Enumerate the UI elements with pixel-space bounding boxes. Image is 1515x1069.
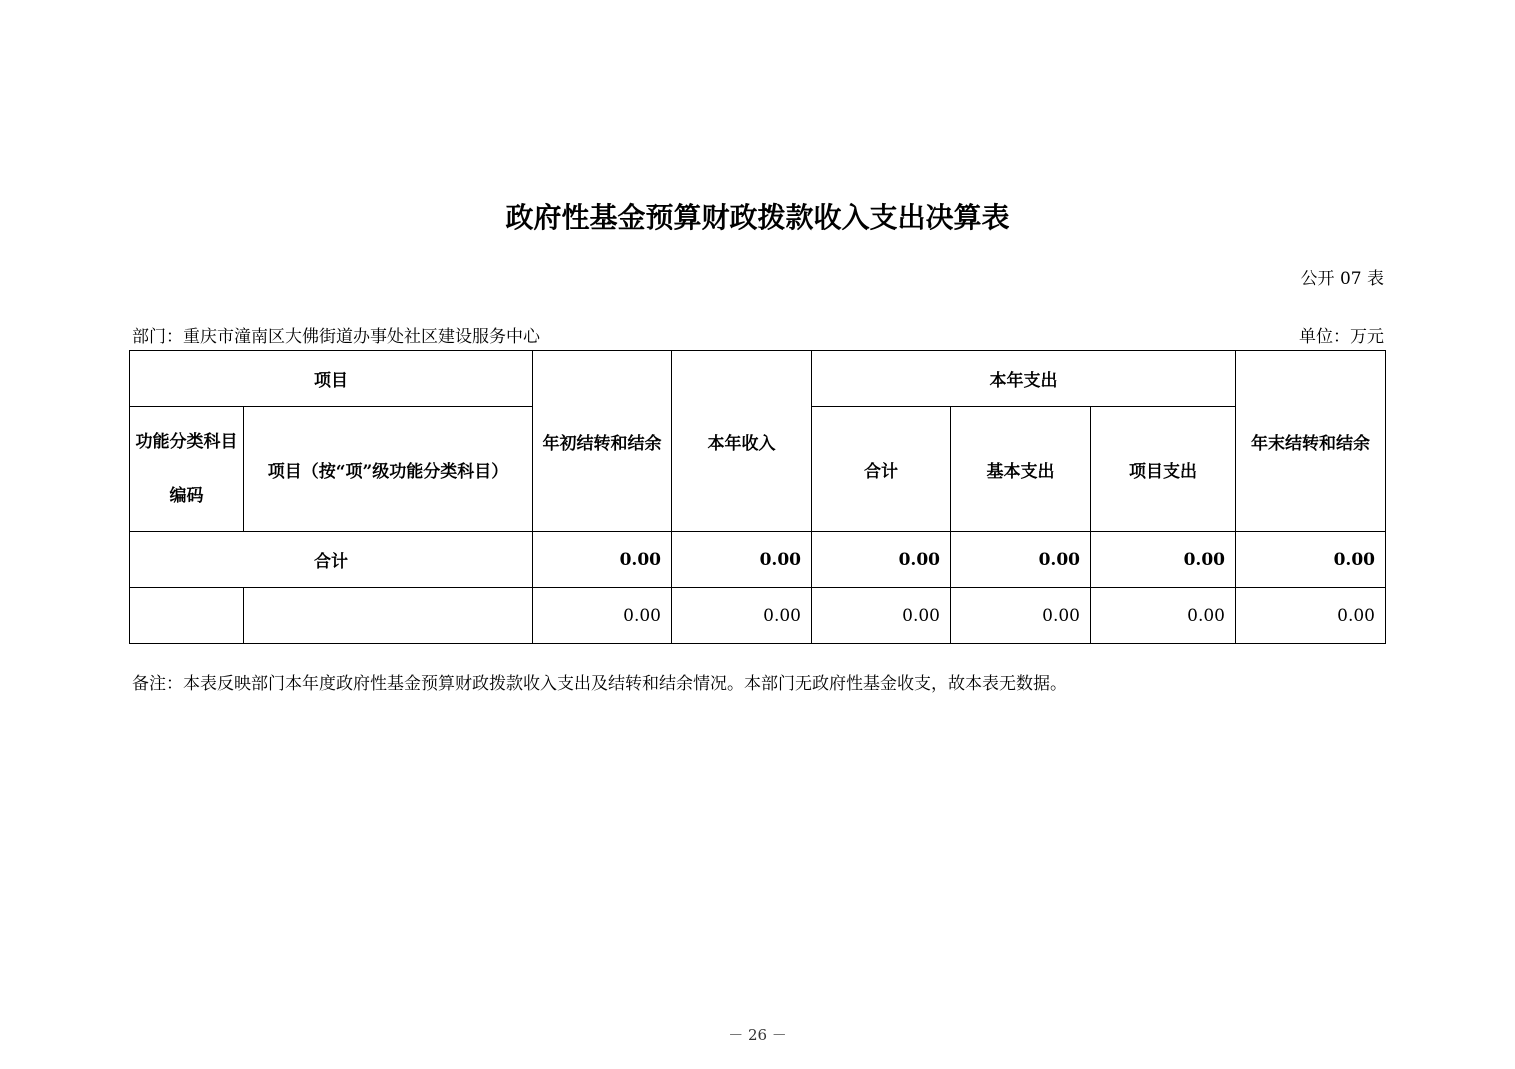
header-func-code <box>130 407 244 532</box>
page-title: 政府性基金预算财政拨款收入支出决算表 <box>505 201 1010 234</box>
header-project-group: 项目 <box>130 351 533 407</box>
header-closing-balance: 年末结转和结余 <box>1236 351 1386 532</box>
row-closing-balance: 0.00 <box>1236 588 1386 644</box>
header-project-expense: 项目支出 <box>1091 407 1236 532</box>
row-expense-total: 0.00 <box>812 588 951 644</box>
header-opening-balance: 年初结转和结余 <box>533 351 672 532</box>
table-row <box>130 588 1386 644</box>
total-row <box>130 532 1386 588</box>
footnote: 备注：本表反映部门本年度政府性基金预算财政拨款收入支出及结转和结余情况。本部门无政府性基金收支，故本表无数据。 <box>132 674 1067 694</box>
row-opening-balance: 0.00 <box>533 588 672 644</box>
header-basic-expense: 基本支出 <box>951 407 1091 532</box>
header-current-income: 本年收入 <box>672 351 812 532</box>
page-number: － 26 － <box>728 1026 787 1044</box>
row-func-code <box>130 588 244 644</box>
header-func-code-line2: 编码 <box>169 486 204 506</box>
header-expense-total: 合计 <box>812 407 951 532</box>
row-current-income: 0.00 <box>672 588 812 644</box>
row-basic-expense: 0.00 <box>951 588 1091 644</box>
total-project-expense: 0.00 <box>1091 532 1236 588</box>
row-project-name <box>244 588 533 644</box>
budget-table <box>129 350 1386 644</box>
total-basic-expense: 0.00 <box>951 532 1091 588</box>
header-project-name: 项目（按“项”级功能分类科目） <box>244 407 533 532</box>
total-closing-balance: 0.00 <box>1236 532 1386 588</box>
form-number: 公开 07 表 <box>1300 269 1384 289</box>
total-opening-balance: 0.00 <box>533 532 672 588</box>
department-label: 部门：重庆市潼南区大佛街道办事处社区建设服务中心 <box>132 327 540 347</box>
header-current-expense-group: 本年支出 <box>812 351 1236 407</box>
unit-label: 单位：万元 <box>1299 327 1384 347</box>
header-row-1 <box>130 351 1386 407</box>
total-current-income: 0.00 <box>672 532 812 588</box>
row-project-expense: 0.00 <box>1091 588 1236 644</box>
header-func-code-line1: 功能分类科目 <box>135 432 238 452</box>
total-label: 合计 <box>130 532 533 588</box>
total-expense-total: 0.00 <box>812 532 951 588</box>
